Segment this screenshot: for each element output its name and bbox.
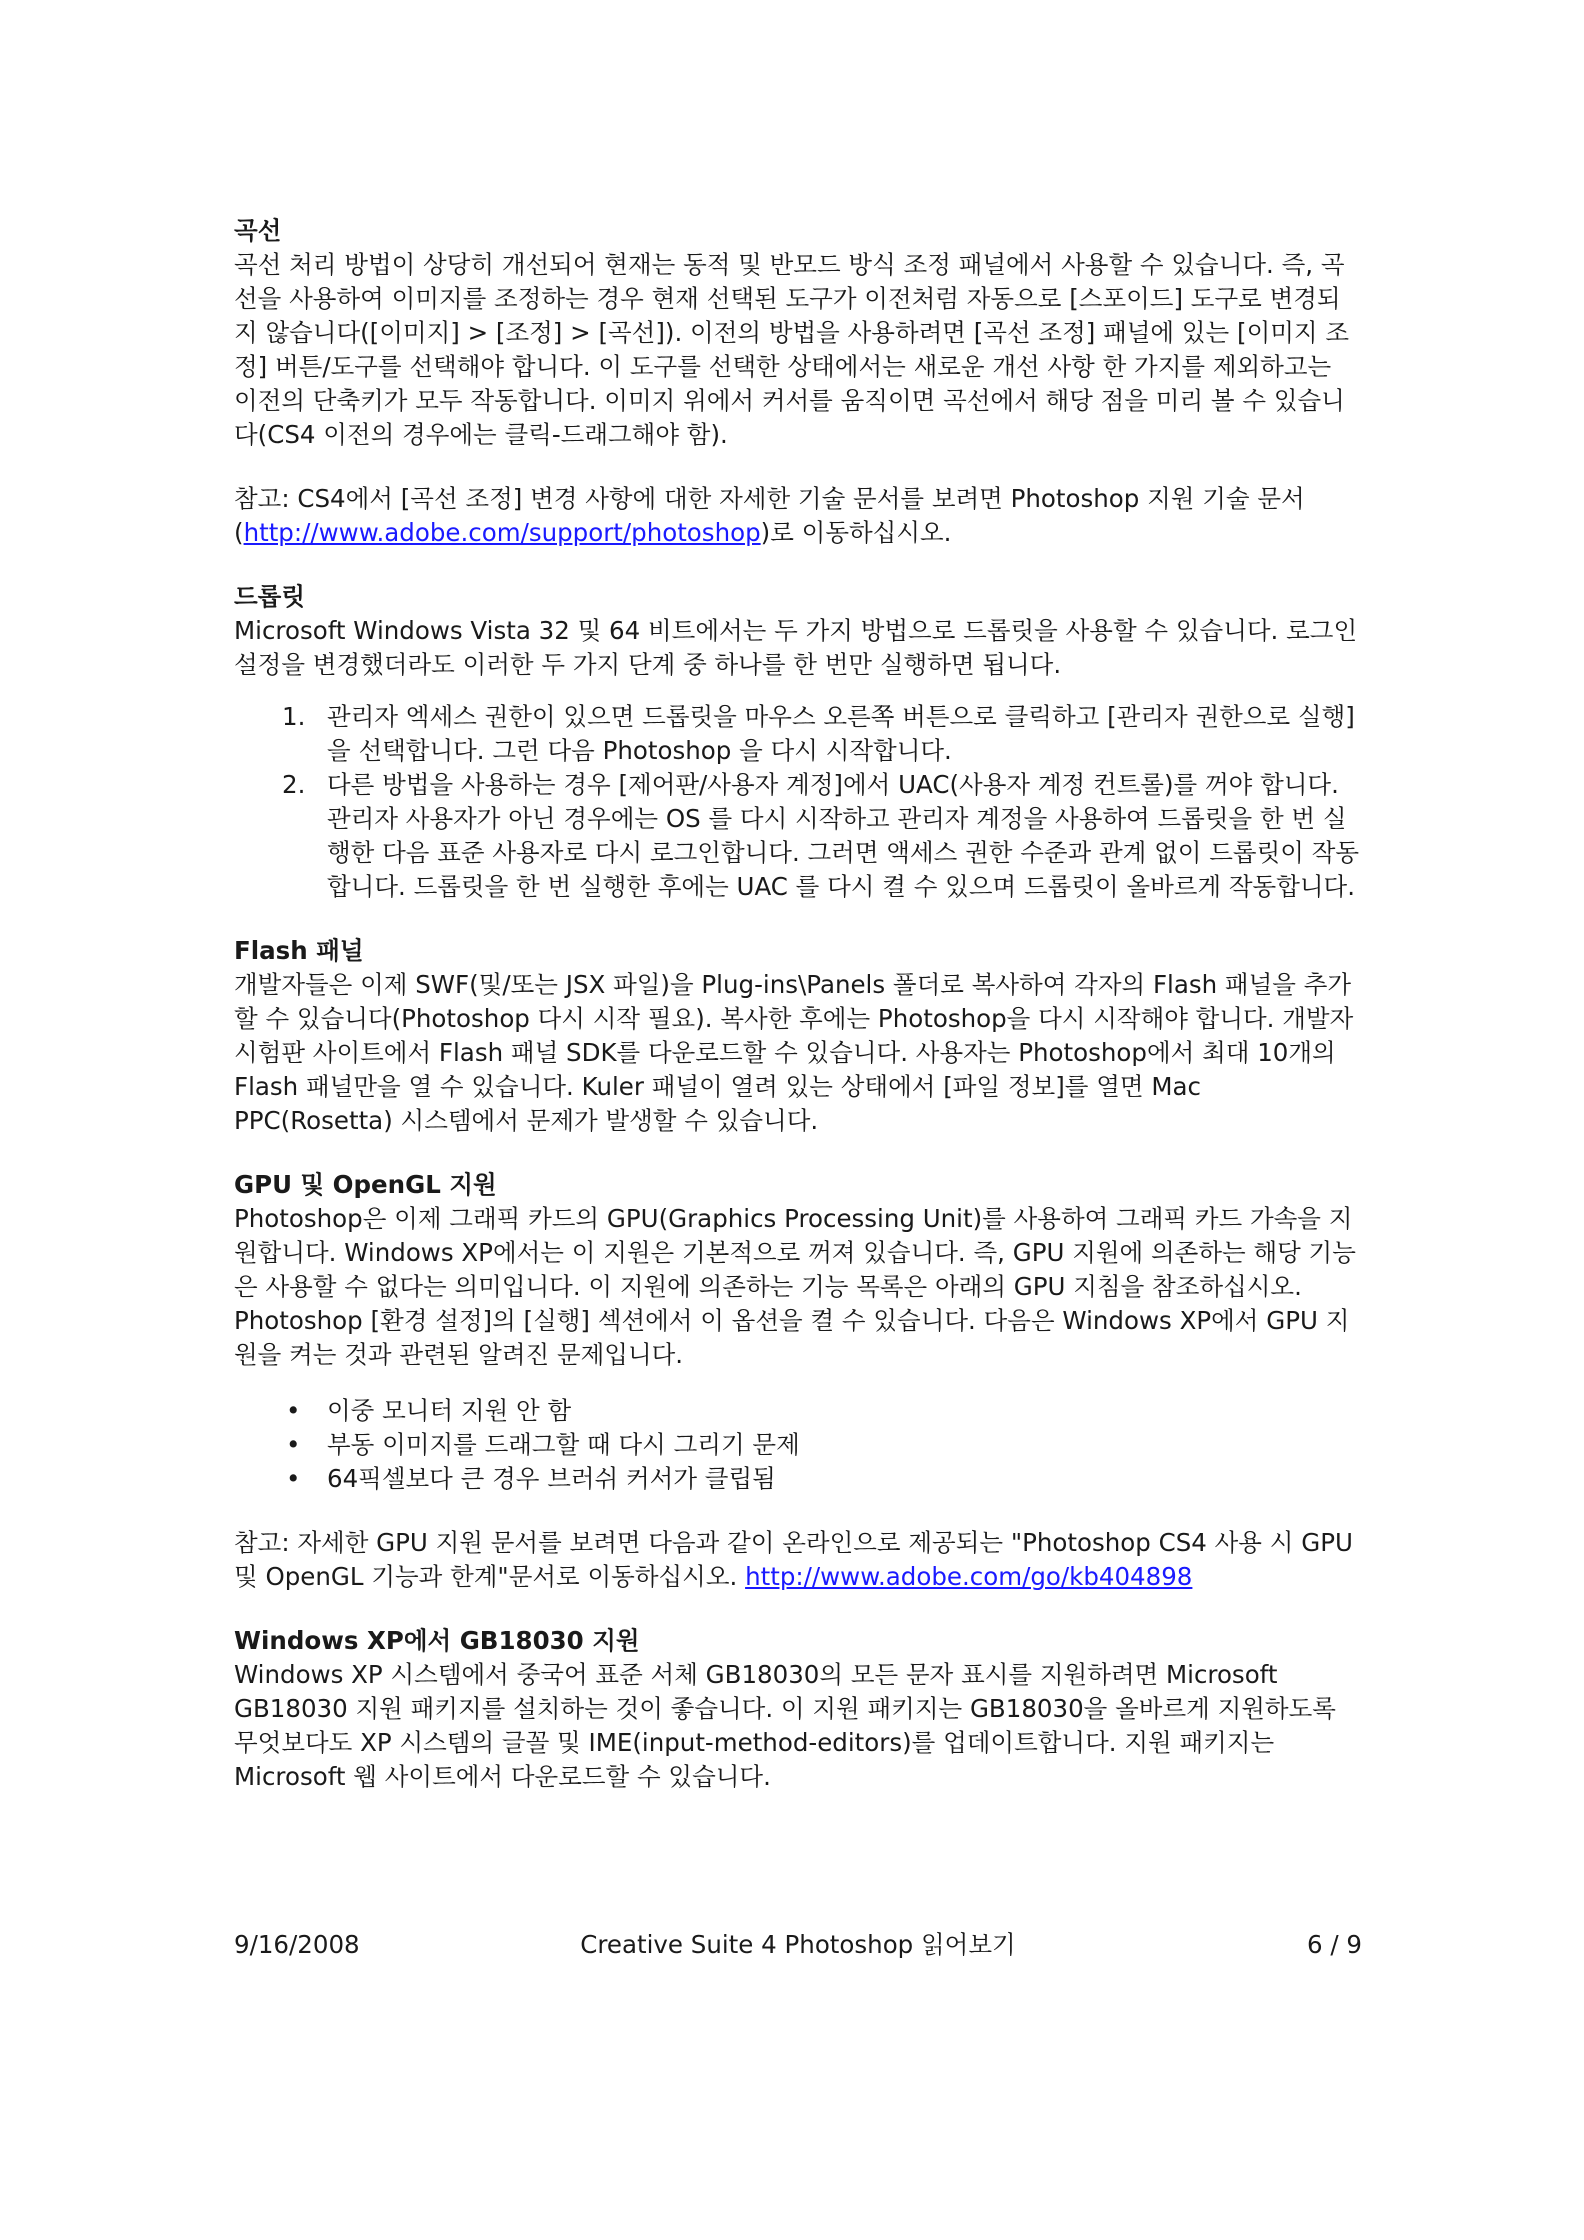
gpu-issues-list <box>234 1394 1362 1496</box>
heading-flash: Flash 패널 <box>234 936 364 965</box>
footer-title: Creative Suite 4 Photoshop 읽어보기 <box>580 1930 1016 1959</box>
curves-note <box>234 482 1362 550</box>
list-item <box>234 1394 1362 1428</box>
heading-gb18030: Windows XP에서 GB18030 지원 <box>234 1626 640 1655</box>
bullet-text: 64픽셀보다 큰 경우 브러쉬 커서가 클립됨 <box>327 1464 776 1493</box>
section-droplets <box>234 580 1362 904</box>
section-flash <box>234 934 1362 1138</box>
gpu-note <box>234 1526 1362 1594</box>
section-gpu <box>234 1168 1362 1496</box>
heading-gpu: GPU 및 OpenGL 지원 <box>234 1170 497 1199</box>
bullet-icon: • <box>286 1430 301 1459</box>
curves-body: 곡선 처리 방법이 상당히 개선되어 현재는 동적 및 반모드 방식 조정 패널에서 사용할 수 있습니다. 즉, 곡선을 사용하여 이미지를 조정하는 경우 현재 선택된 도구가 이전처럼 자동으로 [스포이드] 도구로 변경되지 않습니다([이미지] > [조정] > [곡선]). 이전의 방법을 사용하려면 [곡선 조정] 패널에 있는 [이미지 조정] 버튼/도구를 선택해야 합니다. 이 도구를 선택한 상태에서는 새로운 개선 사항 한 가지를 제외하고는 이전의 단축키가 모두 작동합니다. 이미지 위에서 커서를 움직이면 곡선에서 해당 점을 미리 볼 수 있습니다(CS4 이전의 경우에는 클릭-드래그해야 함). <box>234 250 1350 449</box>
step-number: 1. <box>282 702 306 731</box>
document-page <box>234 214 1362 1824</box>
bullet-icon: • <box>286 1396 301 1425</box>
photoshop-support-link[interactable]: http://www.adobe.com/support/photoshop <box>243 518 761 547</box>
list-item <box>234 1428 1362 1462</box>
bullet-icon: • <box>286 1464 301 1493</box>
bullet-text: 부동 이미지를 드래그할 때 다시 그리기 문제 <box>327 1430 800 1459</box>
footer-page-number: 6 / 9 <box>1306 1930 1362 1959</box>
section-gb18030 <box>234 1624 1362 1794</box>
flash-body: 개발자들은 이제 SWF(및/또는 JSX 파일)을 Plug-ins\Panels 폴더로 복사하여 각자의 Flash 패널을 추가할 수 있습니다(Photoshop 다시 시작 필요). 복사한 후에는 Photoshop을 다시 시작해야 합니다. 개발자 시험판 사이트에서 Flash 패널 SDK를 다운로드할 수 있습니다. 사용자는 Photoshop에서 최대 10개의 Flash 패널만을 열 수 있습니다. Kuler 패널이 열려 있는 상태에서 [파일 정보]를 열면 Mac PPC(Rosetta) 시스템에서 문제가 발생할 수 있습니다. <box>234 970 1354 1135</box>
footer-date: 9/16/2008 <box>234 1930 360 1959</box>
droplets-body: Microsoft Windows Vista 32 및 64 비트에서는 두 가지 방법으로 드롭릿을 사용할 수 있습니다. 로그인 설정을 변경했더라도 이러한 두 가지 단계 중 하나를 한 번만 실행하면 됩니다. <box>234 616 1358 679</box>
heading-droplets: 드롭릿 <box>234 582 306 611</box>
step-text: 관리자 엑세스 권한이 있으면 드롭릿을 마우스 오른쪽 버튼으로 클릭하고 [관리자 권한으로 실행]을 선택합니다. 그런 다음 Photoshop 을 다시 시작합니다. <box>327 702 1355 765</box>
gpu-body: Photoshop은 이제 그래픽 카드의 GPU(Graphics Processing Unit)를 사용하여 그래픽 카드 가속을 지원합니다. Windows XP에서는 이 지원은 기본적으로 꺼져 있습니다. 즉, GPU 지원에 의존하는 해당 기능은 사용할 수 없다는 의미입니다. 이 지원에 의존하는 기능 목록은 아래의 GPU 지침을 참조하십시오. Photoshop [환경 설정]의 [실행] 섹션에서 이 옵션을 켤 수 있습니다. 다음은 Windows XP에서 GPU 지원을 켜는 것과 관련된 알려진 문제입니다. <box>234 1204 1356 1369</box>
page-footer <box>234 1928 1362 1962</box>
list-item <box>234 768 1362 904</box>
gpu-note-prefix: 참고: 자세한 GPU 지원 문서를 보려면 다음과 같이 온라인으로 제공되는 "Photoshop CS4 사용 시 GPU 및 OpenGL 기능과 한계"문서로 이동하십시오. <box>234 1528 1353 1591</box>
bullet-text: 이중 모니터 지원 안 함 <box>327 1396 572 1425</box>
step-text: 다른 방법을 사용하는 경우 [제어판/사용자 계정]에서 UAC(사용자 계정 컨트롤)를 꺼야 합니다. 관리자 사용자가 아닌 경우에는 OS 를 다시 시작하고 관리자 계정을 사용하여 드롭릿을 한 번 실행한 다음 표준 사용자로 다시 로그인합니다. 그러면 액세스 권한 수준과 관계 없이 드롭릿이 작동합니다. 드롭릿을 한 번 실행한 후에는 UAC 를 다시 켤 수 있으며 드롭릿이 올바르게 작동합니다. <box>327 770 1360 901</box>
droplets-steps <box>234 700 1362 904</box>
heading-curves: 곡선 <box>234 216 282 245</box>
curves-note-suffix: )로 이동하십시오. <box>760 518 952 547</box>
step-number: 2. <box>282 770 306 799</box>
section-curves <box>234 214 1362 452</box>
gb18030-body: Windows XP 시스템에서 중국어 표준 서체 GB18030의 모든 문자 표시를 지원하려면 Microsoft GB18030 지원 패키지를 설치하는 것이 좋습니다. 이 지원 패키지는 GB18030을 올바르게 지원하도록 무엇보다도 XP 시스템의 글꼴 및 IME(input-method-editors)를 업데이트합니다. 지원 패키지는 Microsoft 웹 사이트에서 다운로드할 수 있습니다. <box>234 1660 1336 1791</box>
list-item <box>234 1462 1362 1496</box>
kb404898-link[interactable]: http://www.adobe.com/go/kb404898 <box>745 1562 1193 1591</box>
curves-note-prefix: 참고: CS4에서 [곡선 조정] 변경 사항에 대한 자세한 기술 문서를 보려면 Photoshop 지원 기술 문서( <box>234 484 1305 547</box>
list-item <box>234 700 1362 768</box>
